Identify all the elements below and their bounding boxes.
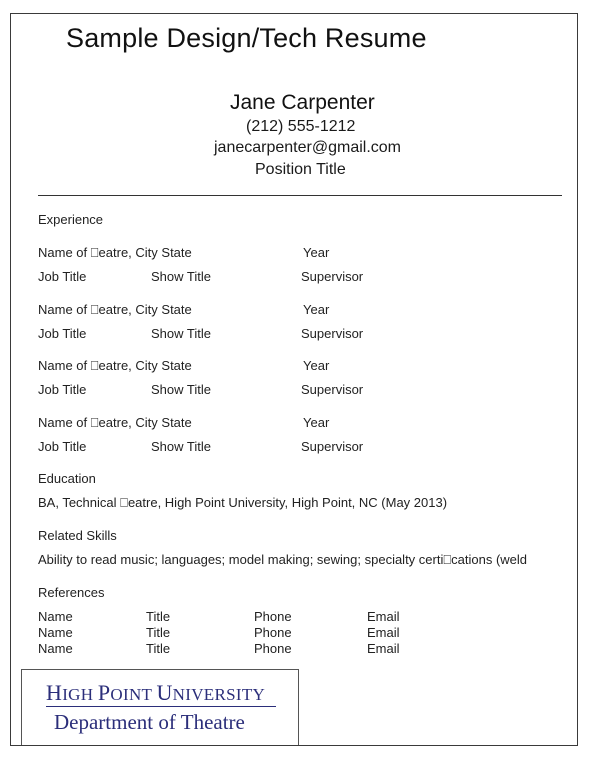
candidate-email: janecarpenter@gmail.com xyxy=(214,139,401,156)
experience-theatre: Name of ⎕eatre, City State xyxy=(38,358,192,373)
experience-supervisor: Supervisor xyxy=(301,326,364,341)
experience-show-title: Show Title xyxy=(151,439,211,454)
experience-supervisor: Supervisor xyxy=(301,269,364,284)
document-title: Sample Design/Tech Resume xyxy=(66,23,427,53)
reference-email: Email xyxy=(367,609,400,624)
logo-university-name: HIGH POINT UNIVERSITY xyxy=(46,680,266,705)
logo-department-name: Department of Theatre xyxy=(54,710,245,734)
experience-year: Year xyxy=(303,302,330,317)
reference-title: Title xyxy=(146,625,171,640)
experience-job-title: Job Title xyxy=(38,326,87,341)
experience-job-title: Job Title xyxy=(38,269,87,284)
reference-phone: Phone xyxy=(254,625,292,640)
experience-year: Year xyxy=(303,415,330,430)
reference-name: Name xyxy=(38,609,73,624)
resume-page xyxy=(10,13,578,746)
experience-show-title: Show Title xyxy=(151,326,211,341)
experience-job-title: Job Title xyxy=(38,382,87,397)
experience-supervisor: Supervisor xyxy=(301,439,364,454)
experience-theatre: Name of ⎕eatre, City State xyxy=(38,415,192,430)
experience-theatre: Name of ⎕eatre, City State xyxy=(38,302,192,317)
candidate-name: Jane Carpenter xyxy=(230,91,375,114)
experience-heading: Experience xyxy=(38,212,104,227)
skills-text: Ability to read music; languages; model making; sewing; specialty certi⎕cations (weld xyxy=(38,552,528,567)
experience-year: Year xyxy=(303,245,330,260)
reference-phone: Phone xyxy=(254,609,292,624)
experience-job-title: Job Title xyxy=(38,439,87,454)
reference-email: Email xyxy=(367,641,400,656)
experience-theatre: Name of ⎕eatre, City State xyxy=(38,245,192,260)
experience-show-title: Show Title xyxy=(151,382,211,397)
education-entry: BA, Technical ⎕eatre, High Point University, High Point, NC (May 2013) xyxy=(38,495,448,510)
candidate-phone: (212) 555-1212 xyxy=(246,118,356,135)
skills-heading: Related Skills xyxy=(38,528,117,543)
reference-title: Title xyxy=(146,641,171,656)
experience-year: Year xyxy=(303,358,330,373)
experience-supervisor: Supervisor xyxy=(301,382,364,397)
header-divider xyxy=(38,195,562,196)
reference-title: Title xyxy=(146,609,171,624)
reference-name: Name xyxy=(38,625,73,640)
education-heading: Education xyxy=(38,471,96,486)
reference-email: Email xyxy=(367,625,400,640)
experience-show-title: Show Title xyxy=(151,269,211,284)
reference-name: Name xyxy=(38,641,73,656)
position-title: Position Title xyxy=(255,161,346,178)
reference-phone: Phone xyxy=(254,641,292,656)
references-heading: References xyxy=(38,585,105,600)
logo-divider xyxy=(46,706,276,707)
university-logo xyxy=(21,669,299,746)
